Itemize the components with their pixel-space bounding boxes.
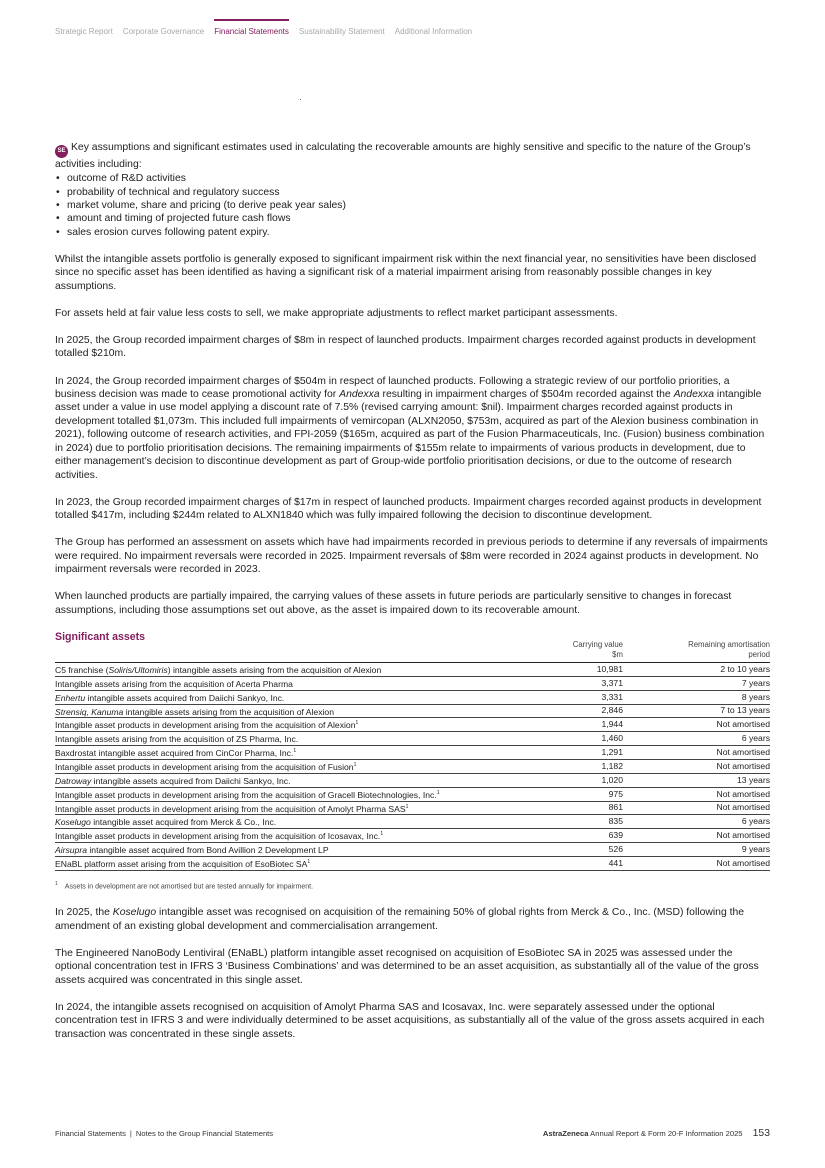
nav-sustainability-statement[interactable]: Sustainability Statement [298,27,385,36]
asset-name: Airsupra intangible asset acquired from Bond Avillion 2 Development LP [55,843,528,857]
paragraph-2025-impairments: In 2025, the Group recorded impairment charges of $8m in respect of launched products. Impairment charges recorded against products in development totalled $210m. [55,335,756,360]
amortisation-period: 9 years [623,843,770,857]
carrying-value: 441 [528,856,623,870]
nav-strategic-report[interactable]: Strategic Report [55,27,113,36]
top-navigation [55,0,472,40]
carrying-value: 3,331 [528,690,623,704]
asset-name: ENaBL platform asset arising from the acquisition of EsoBiotec $SA^1$ [55,856,528,870]
table-row [55,801,770,815]
assumptions-list [55,172,770,239]
paragraph-2023-impairments: In 2023, the Group recorded impairment charges of $17m in respect of launched products. Impairment charges recorded against products in development totalled $417m, including $244m related to ALXN1840 which was fully impaired following the decision to discontinue development. [55,496,762,522]
amortisation-period: 6 years [623,815,770,829]
amortisation-period: Not amortised [623,746,770,760]
asset-name: Strensiq, Kanuma intangible assets arising from the acquisition of Alexion [55,704,528,718]
asset-name: Intangible assets arising from the acquisition of Acerta Pharma [55,676,528,690]
footer-subsection[interactable]: Notes to the Group Financial Statements [135,1129,274,1138]
carrying-value: 1,460 [528,732,623,746]
amortisation-period: 2 to 10 years [623,662,770,676]
table-row [55,829,770,843]
carrying-value: 1,020 [528,773,623,787]
amortisation-period: Not amortised [623,787,770,801]
carrying-value: 835 [528,815,623,829]
list-item: • outcome of R&D activities [55,172,770,185]
nav-corporate-governance[interactable]: Corporate Governance [122,27,205,36]
amortisation-period: 13 years [623,773,770,787]
asset-name: C5 franchise (Soliris/Ultomiris) intangible assets arising from the acquisition of Alexion [55,662,528,676]
asset-name: Intangible asset products in development arising from the acquisition of Amolyt Pharma SAS$^1$ [55,801,528,815]
amortisation-period: 6 years [623,732,770,746]
amortisation-period: Not amortised [623,759,770,773]
asset-name: Intangible asset products in development arising from the acquisition of Fusion$^1$ [55,759,528,773]
paragraph-fair-value: For assets held at fair value less costs to sell, we make appropriate adjustments to reflect market participant assessments. [55,307,618,319]
significant-assets-body [55,662,770,870]
paragraph-partial-impairment: When launched products are partially impaired, the carrying values of these assets in future periods are particularly sensitive to changes in forecast assumptions, including those assumptions set out above, as the asset is impaired down to its recoverable amount. [55,591,732,616]
amortisation-period: Not amortised [623,856,770,870]
table-row [55,704,770,718]
asset-name: Baxdrostat intangible asset acquired from CinCor Pharma, Inc.$^1$ [55,746,528,760]
asset-name: Intangible asset products in development arising from the acquisition of Alexion$^1$ [55,718,528,732]
stray-dot [300,99,301,100]
list-item: • market volume, share and pricing (to derive peak year sales) [55,199,770,212]
asset-name: Datroway intangible assets acquired from Daiichi Sankyo, Inc. [55,773,528,787]
asset-name: Enhertu intangible assets acquired from Daiichi Sankyo, Inc. [55,690,528,704]
table-row [55,773,770,787]
footer-section[interactable]: Financial Statements [55,1129,126,1138]
paragraph-koselugo: In 2025, the Koselugo intangible asset was recognised on acquisition of the remaining 50% of global rights from Merck & Co., Inc. (MSD) following the amendment of an existing global development and commercialisation arrangement. [55,907,745,932]
main-content [55,141,770,1055]
significant-assets-table [55,640,770,871]
asset-name: Intangible asset products in development arising from the acquisition of Gracell Biotechnologies, Inc.$^1$ [55,787,528,801]
table-row [55,787,770,801]
page-footer [55,1128,770,1139]
amortisation-period: Not amortised [623,801,770,815]
table-row [55,662,770,676]
list-item: • probability of technical and regulatory success [55,186,770,199]
amortisation-period: Not amortised [623,829,770,843]
table-row [55,815,770,829]
nav-financial-statements[interactable]: Financial Statements [214,0,289,40]
carrying-value: 975 [528,787,623,801]
table-row [55,746,770,760]
paragraph-sensitivities: Whilst the intangible assets portfolio is generally exposed to significant impairment risk within the next financial year, no sensitivities have been disclosed since no specific asset has been identified as having a significant risk of a material impairment arising from reasonably possible changes in key assumptions. [55,253,757,292]
column-header-amortisation-period: Remaining amortisation period [623,640,770,663]
carrying-value: 526 [528,843,623,857]
significant-estimate-icon: SE [55,145,68,158]
table-footnote: $^1$ Assets in development are not amortised but are tested annually for impairment. [55,880,314,891]
asset-name: Koselugo intangible asset acquired from Merck & Co., Inc. [55,815,528,829]
amortisation-period: 7 to 13 years [623,704,770,718]
table-row [55,843,770,857]
table-row [55,676,770,690]
paragraph-2024-impairments: In 2024, the Group recorded impairment charges of $504m in respect of launched products. Following a strategic review of our portfolio priorities, a business decision was made to cease promotional activity for Andexxa resulting in impairment charges of $504m recorded against the Andexxa intangible asset under a value in use model applying a discount rate of 7.5% (revised carrying amount: $nil). Impairment charges recorded against products in development totalled $1,073m. This included full impairments of vemircopan (ALXN2050, $753m, acquired as part of the Alexion business combination in 2021), following outcome of research activities, and FPI-2059 ($165m, acquired as part of the Fusion Pharmaceuticals, Inc. (Fusion) business combination in 2024) due to portfolio prioritisation decisions. The remaining impairments of $155m relate to impairments of various products in development, due to either management’s decision to discontinue development as part of Group-wide portfolio prioritisation decisions, or due to the outcome of research activities. [55,375,765,481]
footer-report-title: Annual Report & Form 20-F Information 2025 [590,1129,743,1138]
significant-assets-heading: Significant assets [55,630,146,643]
table-row [55,718,770,732]
table-row [55,759,770,773]
carrying-value: 861 [528,801,623,815]
carrying-value: 1,182 [528,759,623,773]
asset-name: Intangible assets arising from the acquisition of ZS Pharma, Inc. [55,732,528,746]
page-number: 153 [752,1128,770,1139]
carrying-value: 10,981 [528,662,623,676]
table-row [55,732,770,746]
column-header-carrying-value: Carrying value $m [528,640,623,663]
table-row [55,690,770,704]
list-item: • sales erosion curves following patent expiry. [55,226,770,239]
nav-additional-information[interactable]: Additional Information [394,27,473,36]
carrying-value: 1,291 [528,746,623,760]
footer-brand: AstraZeneca [542,1129,589,1138]
footer-breadcrumb: Financial Statements | Notes to the Group Financial Statements [55,1129,274,1138]
amortisation-period: Not amortised [623,718,770,732]
asset-name: Intangible asset products in development arising from the acquisition of Icosavax, Inc.$^1$ [55,829,528,843]
table-row [55,856,770,870]
carrying-value: 1,944 [528,718,623,732]
footer-report-info [543,1128,770,1139]
paragraph-2024-acquisitions: In 2024, the intangible assets recognised on acquisition of Amolyt Pharma SAS and Icosavax, Inc. were separately assessed under the optional concentration test in IFRS 3 and were individually determined to be asset acquisitions, as substantially all of the value of the gross assets acquired in each transaction was concentrated in these single assets. [55,1001,765,1040]
intro-text: Key assumptions and significant estimates used in calculating the recoverable amounts are highly sensitive and specific to the nature of the Group’s activities including: [55,142,751,170]
amortisation-period: 7 years [623,676,770,690]
intro-paragraph [55,141,770,171]
list-item: • amount and timing of projected future cash flows [55,212,770,225]
paragraph-enabl: The Engineered NanoBody Lentiviral (ENaBL) platform intangible asset recognised on acquisition of EsoBiotec SA in 2025 was assessed under the optional concentration test in IFRS 3 ‘Business Combinations’ and was determined to be an asset acquisition, as substantially all of the value of the gross assets acquired was concentrated in this single asset. [55,947,759,986]
carrying-value: 639 [528,829,623,843]
carrying-value: 2,846 [528,704,623,718]
carrying-value: 3,371 [528,676,623,690]
amortisation-period: 8 years [623,690,770,704]
paragraph-reversals: The Group has performed an assessment on assets which have had impairments recorded in previous periods to determine if any reversals of impairments were required. No impairment reversals were recorded in 2025. Impairment reversals of $8m were recorded in 2024 against products in development. No impairment reversals were recorded in 2023. [55,537,768,576]
